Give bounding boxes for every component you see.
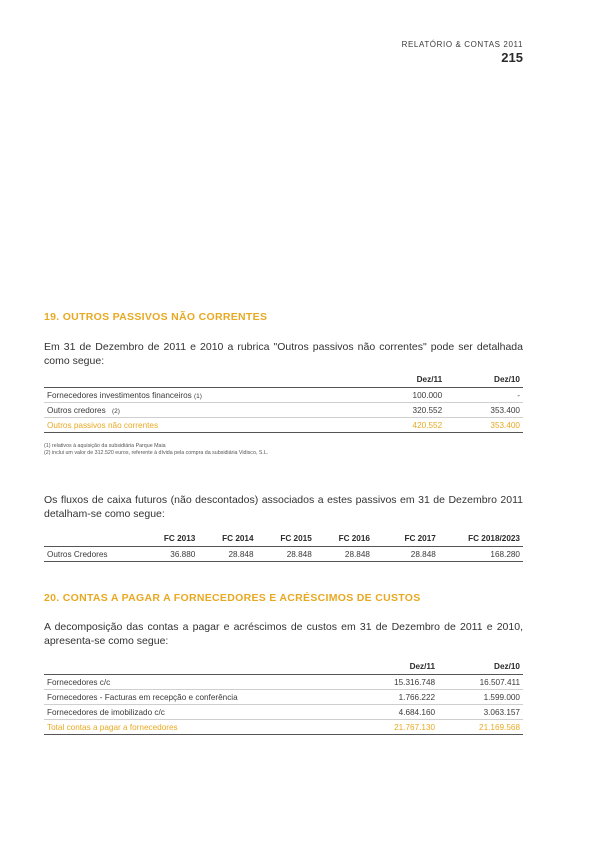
column-header-dez10: Dez/10 <box>445 372 523 388</box>
row-label-text: Outros credores <box>47 405 106 415</box>
cell-value: 28.848 <box>315 547 373 562</box>
row-label: Fornecedores c/c <box>44 675 354 690</box>
cell-value: 1.599.000 <box>438 690 523 705</box>
table-header-row <box>44 531 523 547</box>
cell-value: 28.848 <box>373 547 439 562</box>
payables-table <box>44 659 523 735</box>
column-header-fc2017: FC 2017 <box>373 531 439 547</box>
table-row <box>44 690 523 705</box>
page-number: 215 <box>501 50 523 65</box>
table-row <box>44 388 523 403</box>
cell-value: 100.000 <box>371 388 445 403</box>
row-label: Fornecedores - Facturas em recepção e conferência <box>44 690 354 705</box>
section-20-intro: A decomposição das contas a pagar e acréscimos de custos em 31 de Dezembro de 2011 e 2010, apresenta-se como segue: <box>44 621 523 647</box>
cell-value: 168.280 <box>439 547 523 562</box>
column-header-dez10: Dez/10 <box>438 659 523 675</box>
table-total-row <box>44 418 523 433</box>
total-value: 420.552 <box>371 418 445 433</box>
table-total-row <box>44 720 523 735</box>
column-header <box>44 659 354 675</box>
section-20 <box>44 592 523 735</box>
row-label: Outros Credores <box>44 547 140 562</box>
footnote-2: (2) inclui um valor de 312.520 euros, referente à dívida pela compra da subsidiária Vidisco, S.L. <box>44 450 269 456</box>
total-value: 21.767.130 <box>354 720 438 735</box>
column-header <box>44 372 371 388</box>
cell-value: 36.880 <box>140 547 198 562</box>
column-header <box>44 531 140 547</box>
column-header-dez11: Dez/11 <box>371 372 445 388</box>
row-label <box>44 388 371 403</box>
cell-value: 320.552 <box>371 403 445 418</box>
column-header-fc2016: FC 2016 <box>315 531 373 547</box>
cashflow-block <box>44 493 523 562</box>
footnote-1: (1) relativos à aquisição da subsidiária Parque Maia <box>44 443 166 449</box>
cell-value: 4.684.160 <box>354 705 438 720</box>
cell-value: 16.507.411 <box>438 675 523 690</box>
cell-value: 28.848 <box>257 547 315 562</box>
column-header-fc2013: FC 2013 <box>140 531 198 547</box>
section-20-title: 20. CONTAS A PAGAR A FORNECEDORES E ACRÉSCIMOS DE CUSTOS <box>44 592 421 604</box>
row-label-text: Fornecedores investimentos financeiros <box>47 390 192 400</box>
report-title: RELATÓRIO & CONTAS 2011 <box>401 40 523 49</box>
cell-value: 1.766.222 <box>354 690 438 705</box>
page-header <box>402 40 523 65</box>
table-row <box>44 547 523 562</box>
footnote-ref: (2) <box>111 407 120 415</box>
total-value: 21.169.568 <box>438 720 523 735</box>
total-label: Total contas a pagar a fornecedores <box>44 720 354 735</box>
column-header-fc2014: FC 2014 <box>198 531 256 547</box>
total-label: Outros passivos não correntes <box>44 418 371 433</box>
total-value: 353.400 <box>445 418 523 433</box>
section-19-title: 19. OUTROS PASSIVOS NÃO CORRENTES <box>44 311 268 323</box>
cashflow-table <box>44 531 523 562</box>
table-row <box>44 403 523 418</box>
other-liabilities-table <box>44 372 523 433</box>
section-19-intro: Em 31 de Dezembro de 2011 e 2010 a rubrica "Outros passivos não correntes" pode ser detalhada como segue: <box>44 341 523 367</box>
table-header-row <box>44 659 523 675</box>
cell-value: 28.848 <box>198 547 256 562</box>
section-19 <box>44 311 523 457</box>
column-header-fc2015: FC 2015 <box>257 531 315 547</box>
cell-value: 3.063.157 <box>438 705 523 720</box>
row-label <box>44 403 371 418</box>
table-row <box>44 705 523 720</box>
table-header-row <box>44 372 523 388</box>
cashflow-intro: Os fluxos de caixa futuros (não descontados) associados a estes passivos em 31 de Dezembro 2011 detalham-se como segue: <box>44 494 523 520</box>
cell-value: 353.400 <box>445 403 523 418</box>
cell-value: - <box>445 388 523 403</box>
column-header-fc2018-2023: FC 2018/2023 <box>439 531 523 547</box>
cell-value: 15.316.748 <box>354 675 438 690</box>
row-label: Fornecedores de imobilizado c/c <box>44 705 354 720</box>
footnotes <box>44 443 523 457</box>
column-header-dez11: Dez/11 <box>354 659 438 675</box>
footnote-ref: (1) <box>194 392 202 400</box>
table-row <box>44 675 523 690</box>
